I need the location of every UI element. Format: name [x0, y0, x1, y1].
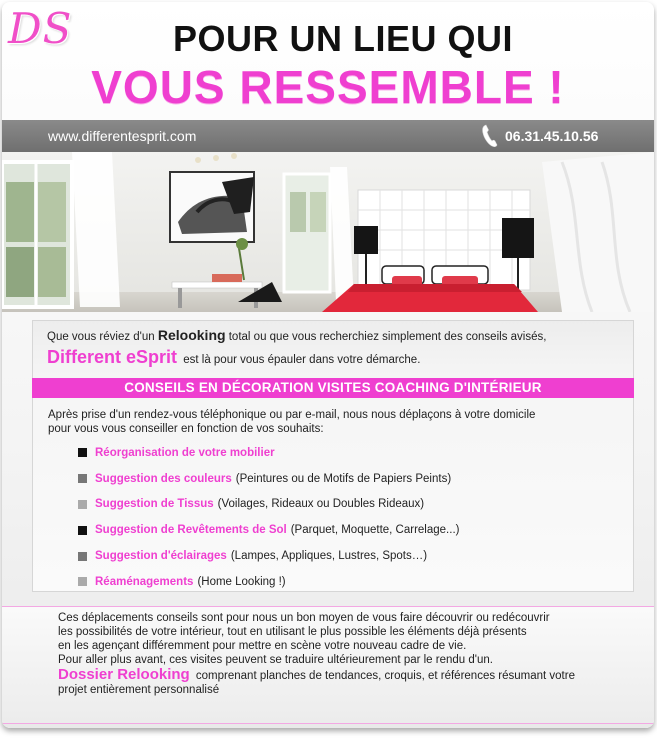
closing-section	[2, 606, 654, 724]
square-bullet-icon	[78, 552, 87, 561]
list-item: Réorganisation de votre mobilier	[78, 440, 459, 466]
bedroom-interior-photo	[2, 152, 654, 312]
square-bullet-icon	[78, 474, 87, 483]
contact-bar	[2, 120, 654, 152]
list-item: Suggestion d'éclairages (Lampes, Appliques, Lustres, Spots…)	[78, 543, 459, 569]
service-list	[78, 440, 459, 595]
phone-number[interactable]: 06.31.45.10.56	[505, 128, 599, 144]
logo: DS	[8, 4, 73, 53]
flyer-card	[2, 2, 654, 728]
headline-primary: POUR UN LIEU QUI	[172, 18, 513, 59]
list-item: Réaménagements (Home Looking !)	[78, 569, 459, 595]
closing-text: Ces déplacements conseils sont pour nous un bon moyen de vous faire découvrir ou redécouvrir les possibilités de votre intérieur, tout en utilisant le plus possible les éléments déjà présents en les agençant différemment pour mettre en scène votre nouveau cadre de vie. Pour aller plus avant, ces visites peuvent se traduire ultérieurement par le rendu d'un. Dossier Relooking comprenant planches de tendances, croquis, et références résumant votre projet entièrement personnalisé	[58, 612, 575, 696]
list-item: Suggestion des couleurs (Peintures ou de Motifs de Papiers Peints)	[78, 466, 459, 492]
phone-handset-icon	[480, 123, 500, 149]
services-banner: CONSEILS EN DÉCORATION VISITES COACHING D'INTÉRIEUR	[32, 378, 634, 398]
list-item: Suggestion de Tissus (Voilages, Rideaux ou Doubles Rideaux)	[78, 492, 459, 518]
square-bullet-icon	[78, 500, 87, 509]
square-bullet-icon	[78, 526, 87, 535]
website-link[interactable]: www.differentesprit.com	[48, 128, 197, 144]
dossier-line: Dossier Relooking comprenant planches de tendances, croquis, et références résumant votre	[58, 666, 575, 683]
brand-name: Different eSprit	[47, 347, 178, 367]
headline-secondary: VOUS RESSEMBLE !	[91, 61, 565, 113]
visit-description: Après prise d'un rendez-vous téléphonique ou par e-mail, nous nous déplaçons à votre domicile pour vous vous conseiller en fonction de vos souhaits:	[48, 409, 536, 435]
intro-text-line-2: Different eSprit est là pour vous épauler dans votre démarche.	[47, 347, 421, 367]
intro-text-line-1: Que vous réviez d'un Relooking total ou que vous recherchiez simplement des conseils avisés,	[47, 327, 547, 343]
relooking-keyword: Relooking	[157, 327, 226, 343]
list-item: Suggestion de Revêtements de Sol (Parquet, Moquette, Carrelage...)	[78, 517, 459, 543]
square-bullet-icon	[78, 577, 87, 586]
dossier-relooking-keyword: Dossier Relooking	[58, 666, 190, 683]
square-bullet-icon	[78, 448, 87, 457]
